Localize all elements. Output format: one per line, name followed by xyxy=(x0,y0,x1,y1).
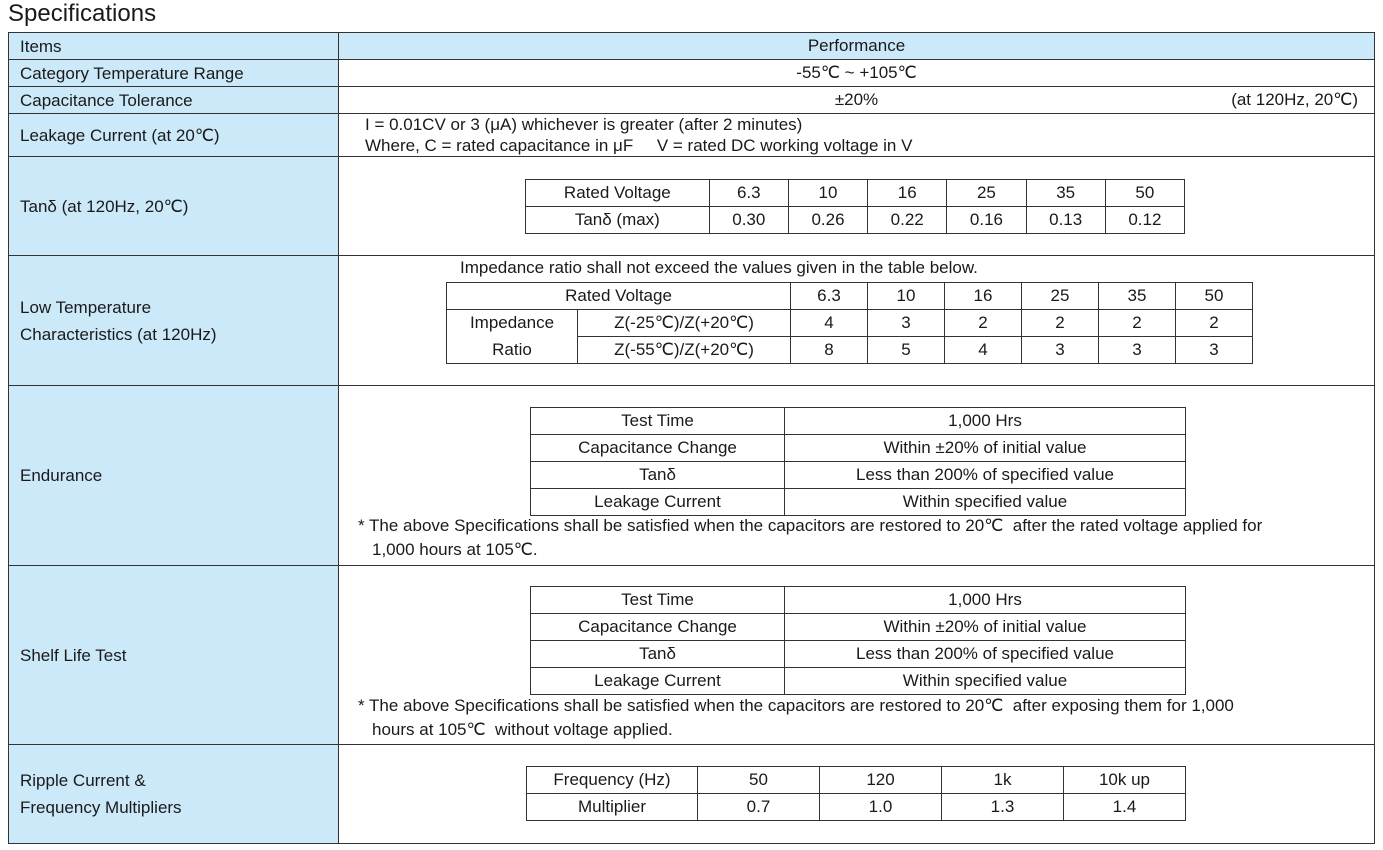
leakage-current-label: Leakage Current (at 20℃) xyxy=(9,114,339,156)
table-cell: 120 xyxy=(820,767,942,794)
tan-delta-table xyxy=(525,179,1185,234)
table-cell: 10k up xyxy=(1064,767,1186,794)
capacitance-tolerance-condition: (at 120Hz, 20℃) xyxy=(1231,90,1358,109)
table-cell: 50 xyxy=(1105,180,1184,207)
table-cell: 16 xyxy=(945,283,1022,310)
table-row xyxy=(447,310,1253,337)
table-cell: Less than 200% of specified value xyxy=(785,641,1186,668)
multiplier-label: Multiplier xyxy=(527,794,698,821)
table-cell: 1,000 Hrs xyxy=(785,587,1186,614)
table-row xyxy=(527,794,1186,821)
table-cell: 25 xyxy=(1022,283,1099,310)
table-cell: 0.16 xyxy=(947,207,1026,234)
category-temperature-row xyxy=(9,60,1374,87)
table-cell: 0.12 xyxy=(1105,207,1184,234)
capacitance-tolerance-value: ±20% xyxy=(834,90,879,109)
performance-header: Performance xyxy=(339,33,1374,59)
ratio-label: Ratio xyxy=(447,337,578,364)
table-cell: Capacitance Change xyxy=(531,614,785,641)
table-cell: 6.3 xyxy=(709,180,788,207)
shelf-life-table xyxy=(530,586,1186,695)
table-cell: 4 xyxy=(945,337,1022,364)
ripple-current-label: Ripple Current & Frequency Multipliers xyxy=(9,745,339,843)
table-cell: Within specified value xyxy=(785,489,1186,516)
tan-delta-label: Tanδ (at 120Hz, 20℃) xyxy=(9,157,339,255)
table-cell: 3 xyxy=(868,310,945,337)
leakage-current-row xyxy=(9,114,1374,157)
table-cell: 2 xyxy=(1176,310,1253,337)
table-cell: 10 xyxy=(868,283,945,310)
table-cell: Leakage Current xyxy=(531,489,785,516)
table-row xyxy=(526,207,1185,234)
table-cell: 1,000 Hrs xyxy=(785,408,1186,435)
table-cell: Tanδ xyxy=(531,462,785,489)
rated-voltage-label: Rated Voltage xyxy=(447,283,791,310)
table-row xyxy=(531,668,1186,695)
table-cell: 50 xyxy=(698,767,820,794)
ripple-current-row xyxy=(9,745,1374,843)
table-cell: 8 xyxy=(791,337,868,364)
table-cell: 16 xyxy=(868,180,947,207)
table-cell: 3 xyxy=(1176,337,1253,364)
table-cell: 0.22 xyxy=(868,207,947,234)
table-cell: Within ±20% of initial value xyxy=(785,435,1186,462)
table-cell: Within specified value xyxy=(785,668,1186,695)
tan-delta-max-label: Tanδ (max) xyxy=(526,207,710,234)
endurance-table xyxy=(530,407,1186,516)
table-cell: 1k xyxy=(942,767,1064,794)
table-cell: 0.26 xyxy=(788,207,867,234)
capacitance-tolerance-label: Capacitance Tolerance xyxy=(9,87,339,113)
rated-voltage-label: Rated Voltage xyxy=(526,180,710,207)
shelf-life-row xyxy=(9,566,1374,745)
leakage-current-definitions: Where, C = rated capacitance in μF V = rated DC working voltage in V xyxy=(365,136,913,155)
table-cell: 25 xyxy=(947,180,1026,207)
table-cell: 3 xyxy=(1099,337,1176,364)
table-cell: 5 xyxy=(868,337,945,364)
capacitance-tolerance-row xyxy=(9,87,1374,114)
table-cell: 0.7 xyxy=(698,794,820,821)
low-temperature-label: Low Temperature Characteristics (at 120Hz) xyxy=(9,256,339,385)
shelf-life-note-line1: * The above Specifications shall be satisfied when the capacitors are restored to 20℃ after exposing them for 1,000 xyxy=(358,696,1234,715)
table-row xyxy=(527,767,1186,794)
table-cell: 2 xyxy=(1099,310,1176,337)
table-cell: 2 xyxy=(1022,310,1099,337)
table-cell: 2 xyxy=(945,310,1022,337)
low-temperature-row xyxy=(9,256,1374,386)
items-header: Items xyxy=(9,33,339,59)
table-cell: Leakage Current xyxy=(531,668,785,695)
table-row xyxy=(531,462,1186,489)
table-cell: Tanδ xyxy=(531,641,785,668)
table-row xyxy=(531,641,1186,668)
table-row xyxy=(531,489,1186,516)
table-cell: 1.3 xyxy=(942,794,1064,821)
endurance-note-line2: 1,000 hours at 105℃. xyxy=(372,540,538,559)
table-cell: 6.3 xyxy=(791,283,868,310)
low-temperature-intro: Impedance ratio shall not exceed the values given in the table below. xyxy=(460,258,978,277)
table-cell: 1.0 xyxy=(820,794,942,821)
category-temperature-value: -55℃ ~ +105℃ xyxy=(796,63,917,82)
leakage-current-formula: I = 0.01CV or 3 (μA) whichever is greater (after 2 minutes) xyxy=(365,115,803,134)
table-row xyxy=(531,435,1186,462)
table-row xyxy=(531,614,1186,641)
table-cell: 1.4 xyxy=(1064,794,1186,821)
low-temperature-table xyxy=(446,282,1253,364)
table-cell: 50 xyxy=(1176,283,1253,310)
table-cell: Test Time xyxy=(531,587,785,614)
tan-delta-row xyxy=(9,157,1374,256)
table-cell: 0.30 xyxy=(709,207,788,234)
table-row xyxy=(531,587,1186,614)
table-cell: 3 xyxy=(1022,337,1099,364)
endurance-label: Endurance xyxy=(9,386,339,565)
table-cell: 4 xyxy=(791,310,868,337)
frequency-multiplier-table xyxy=(526,766,1186,821)
table-cell: Z(-55℃)/Z(+20℃) xyxy=(578,337,791,364)
table-row xyxy=(447,283,1253,310)
shelf-life-label: Shelf Life Test xyxy=(9,566,339,744)
category-temperature-label: Category Temperature Range xyxy=(9,60,339,86)
table-cell: Z(-25℃)/Z(+20℃) xyxy=(578,310,791,337)
table-cell: Less than 200% of specified value xyxy=(785,462,1186,489)
specifications-table xyxy=(8,32,1375,844)
table-row xyxy=(447,337,1253,364)
table-row xyxy=(526,180,1185,207)
page-title: Specifications xyxy=(8,0,157,27)
header-row xyxy=(9,33,1374,60)
impedance-label: Impedance xyxy=(447,310,578,337)
endurance-note-line1: * The above Specifications shall be satisfied when the capacitors are restored to 20℃ after the rated voltage applied for xyxy=(358,516,1263,535)
table-cell: Within ±20% of initial value xyxy=(785,614,1186,641)
table-cell: Capacitance Change xyxy=(531,435,785,462)
table-cell: 0.13 xyxy=(1026,207,1105,234)
table-cell: 35 xyxy=(1026,180,1105,207)
table-cell: Test Time xyxy=(531,408,785,435)
endurance-row xyxy=(9,386,1374,566)
table-row xyxy=(531,408,1186,435)
table-cell: 10 xyxy=(788,180,867,207)
frequency-label: Frequency (Hz) xyxy=(527,767,698,794)
table-cell: 35 xyxy=(1099,283,1176,310)
shelf-life-note-line2: hours at 105℃ without voltage applied. xyxy=(372,720,673,739)
